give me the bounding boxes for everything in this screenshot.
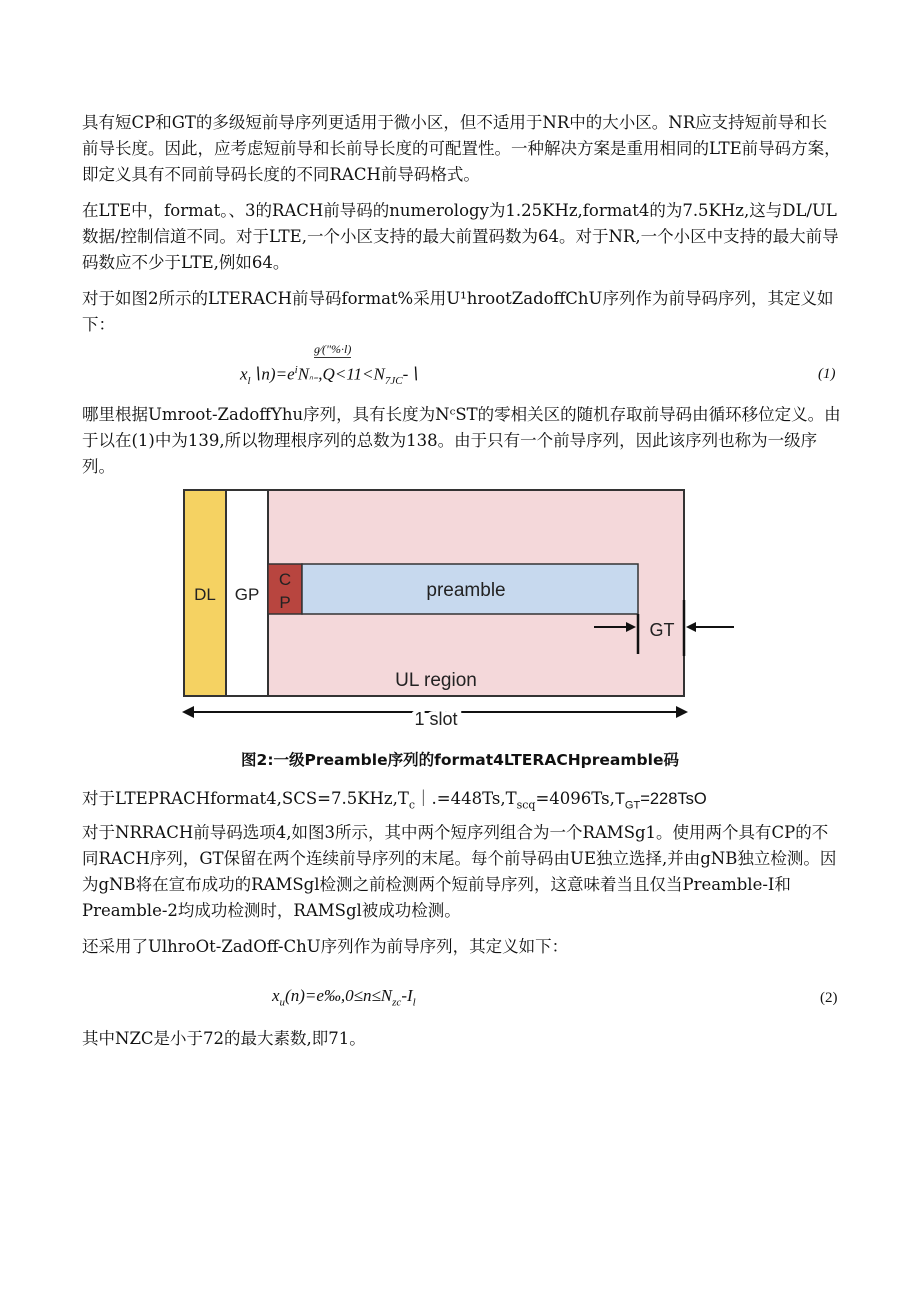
eq1-tiny: ₙ₌	[309, 371, 319, 383]
gt-right-arrowhead	[686, 622, 696, 632]
p5-main: 对于LTEPRACHformat4,SCS=7.5KHz,T	[82, 789, 409, 808]
slot-arrowhead-right	[676, 706, 688, 718]
slot-label: 1 slot	[414, 709, 458, 729]
equation-1-number: (1)	[818, 366, 836, 382]
eq1-superscript: g⁄("%·l)	[314, 342, 352, 356]
eq1-sub-tail: 7JC	[384, 375, 403, 388]
paragraph-3: 对于如图2所示的LTERACH前导码format%采用U¹hrootZadoffChU序列作为前导码序列，其定义如下：	[82, 289, 834, 334]
paragraph-6: 对于NRRACH前导码选项4,如图3所示，其中两个短序列组合为一个RAMSg1。使用两个具有CP的不同RACH序列，GT保留在两个连续前导序列的末尾。每个前导码由UE独立选择,并由gNB独立检测。因为gNB将在宣布成功的RAMSgl检测之前检测两个短前导序列，这意味着当且仅当Preamble-I和Preamble-2均成功检测时，RAMSgl被成功检测。	[82, 823, 837, 920]
p5-end: =228TsO	[640, 790, 707, 808]
equation-2-number: (2)	[820, 990, 838, 1006]
paragraph-5	[82, 786, 842, 818]
eq1-tail: ,Q<11<N	[318, 364, 385, 384]
eq2-rest: (n)=e‰,0≤n≤N	[285, 986, 393, 1005]
p5-tail: T	[614, 790, 625, 808]
paragraph-2: 在LTE中，format。、3的RACH前导码的numerology为1.25KHz,format4的为7.5KHz,这与DL/UL数据/控制信道不同。对于LTE,一个小区支持的最大前置码数为64。对于NR,一个小区中支持的最大前导码数应不少于LTE,例如64。	[82, 201, 839, 272]
eq2-sub-u: u	[279, 996, 286, 1009]
cp-label-c: C	[278, 570, 292, 589]
eq2-sub-end: l	[412, 996, 416, 1009]
eq1-end: -∖	[402, 364, 420, 384]
gt-label: GT	[649, 620, 675, 640]
eq2-sub-zc: zc	[392, 996, 402, 1009]
p5-sub1: c	[408, 798, 416, 812]
slot-arrowhead-left	[182, 706, 194, 718]
paragraph-8: 其中NZC是小于72的最大素数,即71。	[82, 1029, 366, 1048]
paragraph-7: 还采用了UlhroOt-ZadOff-ChU序列作为前导序列，其定义如下：	[82, 937, 569, 956]
cp-label-p: P	[279, 593, 291, 612]
ul-region-label: UL region	[395, 670, 477, 691]
eq2-x: x	[272, 986, 280, 1005]
eq1-rest: ∖n)=e	[250, 364, 295, 384]
paragraph-4: 哪里根据Umroot-ZadoffYhu序列，具有长度为NᶜST的零相关区的随机存取前导码由循环移位定义。由于以在(1)中为139,所以物理根序列的总数为138。由于只有一个前导序列，因此该序列也称为一级序列。	[82, 405, 841, 476]
preamble-label: preamble	[426, 580, 506, 601]
gp-label: GP	[234, 585, 260, 604]
preamble-figure	[170, 482, 750, 732]
equation-1	[240, 342, 500, 388]
eq1-sub-l: l	[247, 375, 251, 388]
paragraph-1: 具有短CP和GT的多级短前导序列更适用于微小区，但不适用于NR中的大小区。NR应支持短前导和长前导长度。因此，应考虑短前导和长前导长度的可配置性。一种解决方案是重用相同的LTE前导码方案，即定义具有不同前导码长度的不同RACH前导码格式。	[82, 113, 841, 184]
equation-2	[272, 986, 416, 1008]
p5-sub2: scq	[516, 798, 536, 812]
eq1-x: x	[240, 364, 248, 384]
p5-sub3: GT	[624, 799, 641, 812]
eq2-end: -I	[401, 986, 413, 1005]
eq1-sup-i: i	[294, 364, 298, 376]
eq1-n: N	[297, 364, 310, 384]
figure-caption: 图2:一级Preamble序列的format4LTERACHpreamble码	[241, 751, 679, 769]
p5-mid2: =4096Ts,	[535, 789, 615, 808]
p5-mid: ｜.=448Ts,T	[415, 789, 517, 808]
dl-label: DL	[194, 585, 216, 604]
